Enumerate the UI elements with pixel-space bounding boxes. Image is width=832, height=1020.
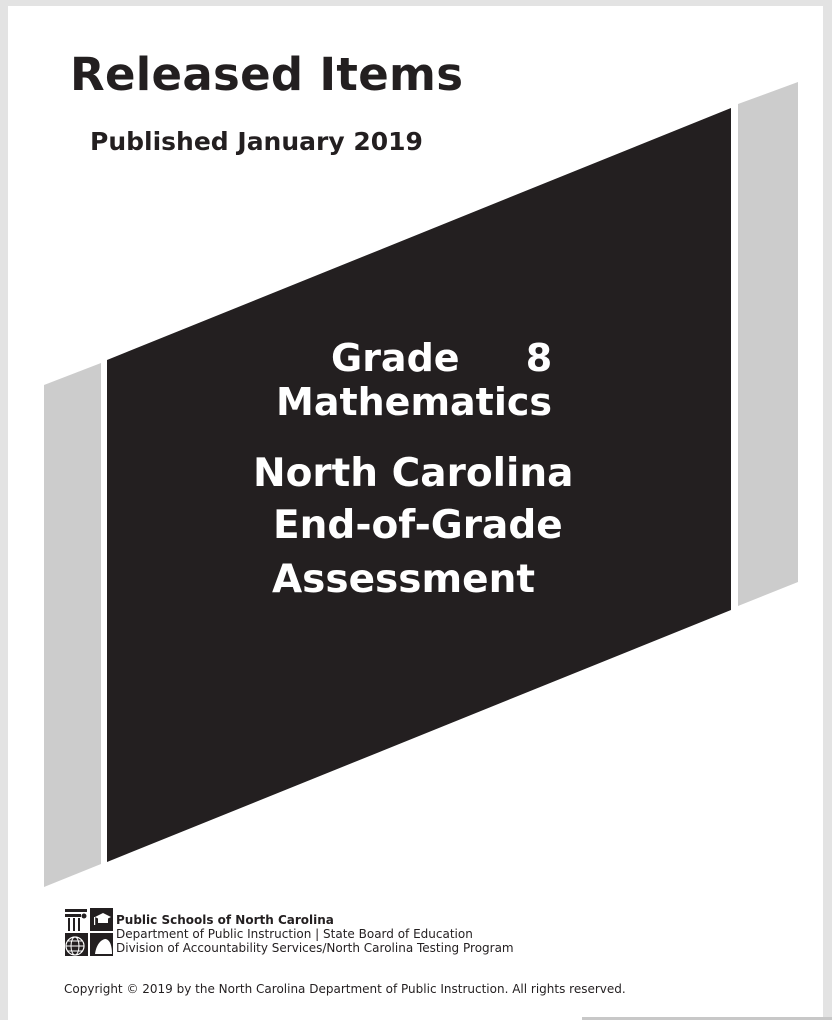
org-department: Department of Public Instruction | State Board of Education [116, 927, 473, 941]
state-label: North Carolina [253, 451, 574, 496]
ncdpi-logo-icon [65, 908, 113, 956]
subject-label: Mathematics [276, 380, 553, 424]
right-gray-bar [738, 82, 798, 606]
document-title: Released Items [70, 48, 464, 101]
org-division: Division of Accountability Services/North Carolina Testing Program [116, 941, 514, 955]
assessment-label: Assessment [272, 557, 535, 602]
grade-label: Grade 8 [331, 336, 553, 380]
assessment-type-label: End-of-Grade [273, 503, 563, 548]
published-date: Published January 2019 [90, 127, 423, 156]
copyright-notice: Copyright © 2019 by the North Carolina Department of Public Instruction. All rights reserved. [64, 982, 626, 996]
organization-block [116, 913, 514, 955]
org-name: Public Schools of North Carolina [116, 913, 334, 927]
left-gray-bar [44, 363, 101, 887]
